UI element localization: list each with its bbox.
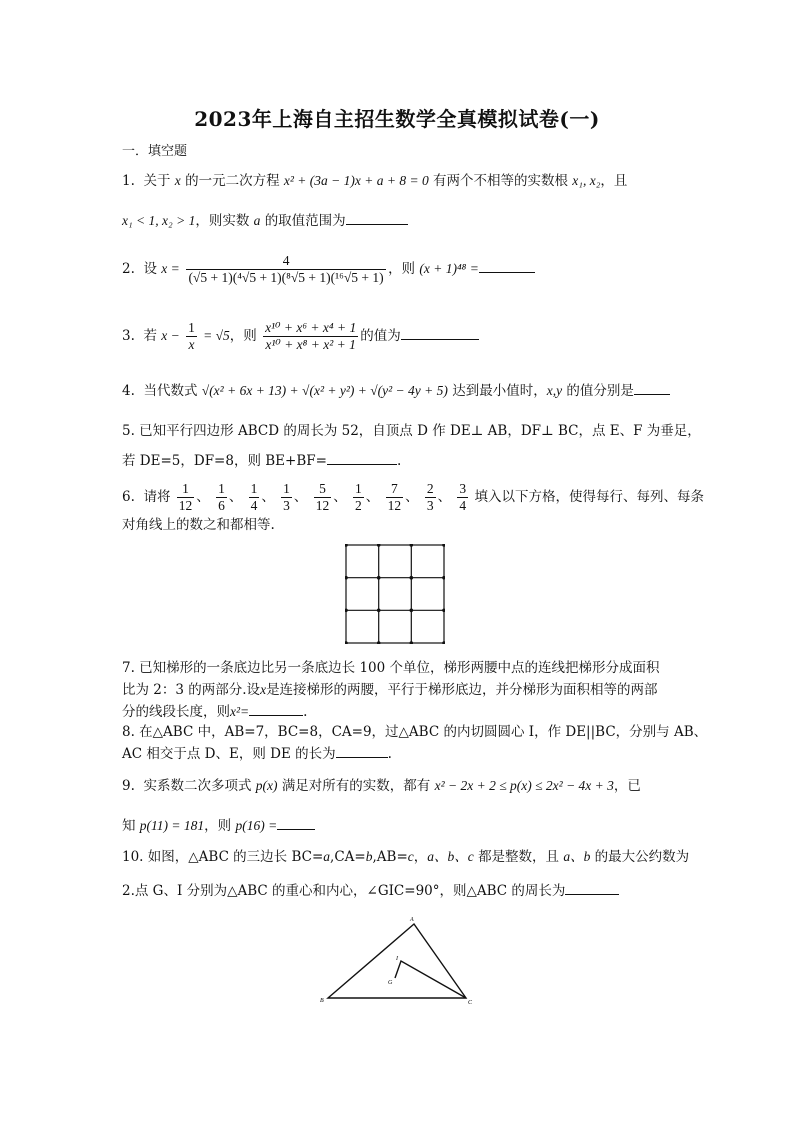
question-5-line-1: 5. 已知平行四边形 ABCD 的周长为 52，自顶点 D 作 DE⊥ AB，DF⊥ BC，点 E、F 为垂足， [122, 423, 701, 439]
question-7-line-1: 7. 已知梯形的一条底边比另一条底边长 100 个单位，梯形两腰中点的连线把梯形分成面积 [122, 660, 660, 676]
answer-blank-10[interactable] [565, 882, 619, 895]
question-4: 4. 当代数式 √(x² + 6x + 13) + √(x² + y²) + √(y² − 4y + 5) 达到最小值时，x,y 的值分别是 [122, 382, 670, 400]
q6-fraction: $\frac{1}{2}$ [355, 481, 362, 513]
question-8-line-1: 8. 在△ABC 中，AB=7，BC=8，CA=9，过△ABC 的内切圆圆心 I，作 DE||BC，分别与 AB、 [122, 724, 708, 740]
question-5-line-2: 若 DE=5，DF=8，则 BE+BF= . [122, 453, 402, 469]
q6-fraction: $\frac{1}{4}$ [250, 481, 258, 513]
q3-small-fraction: $\frac{1}{x}$ [188, 320, 195, 352]
page-title: 2023年上海自主招生数学全真模拟试卷(一) [194, 107, 600, 131]
label-b: B [320, 998, 324, 1004]
question-3: 3. 若 x − $\frac{1}{x}$ = √5，则 $\frac{\text{x¹⁰ + x⁶ + x⁴ + 1}}{\text{x¹⁰ + x⁸ + x² + 1}}$ 的值为 [122, 320, 479, 353]
answer-blank-4[interactable] [634, 382, 670, 395]
q6-fraction: $\frac{3}{4}$ [459, 481, 467, 513]
question-7-line-3: 分的线段长度，则x²= . [122, 704, 308, 720]
section-heading: 一．填空题 [122, 144, 188, 159]
magic-square-grid [345, 544, 445, 644]
question-10-line-2: 2.点 G、I 分别为△ABC 的重心和内心，∠GIC=90°，则△ABC 的周长为 [122, 882, 619, 900]
q6-fraction: $\frac{1}{6}$ [218, 481, 225, 513]
q2-fraction: $\frac{4}{\text{(√5 + 1)(⁴√5 + 1)(⁸√5 + 1)(¹⁶√5 + 1)}}$ [186, 253, 386, 286]
answer-blank-9[interactable] [277, 817, 315, 830]
question-7-line-2: 比为 2：3 的两部分.设x是连接梯形的两腰，平行于梯形底边，并分梯形为面积相等的两部 [122, 682, 658, 698]
q6-fraction: $\frac{5}{12}$ [315, 481, 330, 513]
q6-fraction: $\frac{1}{3}$ [283, 481, 290, 513]
question-1-line-2: x₁ < 1, x₂ > 1，则实数 a 的取值范围为 [122, 212, 408, 230]
q1-equation: x² + (3a − 1)x + a + 8 = 0 [283, 173, 429, 188]
question-6-line-2: 对角线上的数之和都相等. [122, 517, 275, 533]
question-9-line-2: 知 p(11) = 181，则 p(16) = [122, 817, 315, 835]
question-10-line-1: 10. 如图，△ABC 的三边长 BC=a,CA=b,AB=c，a、b、c 都是整数，且 a、b 的最大公约数为 [122, 849, 690, 865]
label-g: G [388, 980, 393, 986]
label-i: I [396, 956, 398, 962]
answer-blank-8[interactable] [336, 745, 388, 758]
q4-expression: √(x² + 6x + 13) + √(x² + y²) + √(y² − 4y + 5) [201, 383, 448, 398]
label-a: A [410, 917, 414, 923]
answer-blank-1[interactable] [346, 212, 408, 225]
q6-fraction: $\frac{7}{12}$ [387, 481, 402, 513]
answer-blank-2[interactable] [479, 260, 535, 273]
triangle-figure [310, 912, 490, 1008]
answer-blank-7[interactable] [249, 703, 303, 716]
label-c: C [468, 1000, 473, 1006]
question-9-line-1: 9. 实系数二次多项式 p(x) 满足对所有的实数，都有 x² − 2x + 2 ≤ p(x) ≤ 2x² − 4x + 3，已 [122, 778, 641, 794]
question-2: 2. 设 x = $\frac{4}{\text{(√5 + 1)(⁴√5 + 1)(⁸√5 + 1)(¹⁶√5 + 1)}}$ ，则 (x + 1)⁴⁸ = [122, 253, 535, 286]
q6-fraction: $\frac{2}{3}$ [426, 481, 434, 513]
q3-big-fraction: $\frac{\text{x¹⁰ + x⁶ + x⁴ + 1}}{\text{x¹⁰ + x⁸ + x² + 1}}$ [265, 320, 357, 352]
q6-fraction: $\frac{1}{12}$ [178, 481, 193, 513]
q9-inequality: x² − 2x + 2 ≤ p(x) ≤ 2x² − 4x + 3 [434, 778, 614, 793]
question-8-line-2: AC 相交于点 D、E，则 DE 的长为 . [122, 746, 392, 762]
question-1-line-1: 1. 关于 x 的一元二次方程 x² + (3a − 1)x + a + 8 = 0 有两个不相等的实数根 x₁, x₂，且 [122, 173, 628, 189]
answer-blank-5[interactable] [327, 452, 397, 465]
answer-blank-3[interactable] [401, 327, 479, 340]
question-6-line-1: 6. 请将 $\frac{1}{12}$ 、 $\frac{1}{6}$ 、 $\frac{1}{4}$ 、 $\frac{1}{3}$ 、 $\frac{5}{12}$ 、 $\frac{1}{2}$ 、 $\frac{7}{12}$ 、 $\frac{2}{3}$ 、 $\frac{3}{4}$ 填入以下方格，使得每行、每列、每条 [122, 481, 704, 513]
